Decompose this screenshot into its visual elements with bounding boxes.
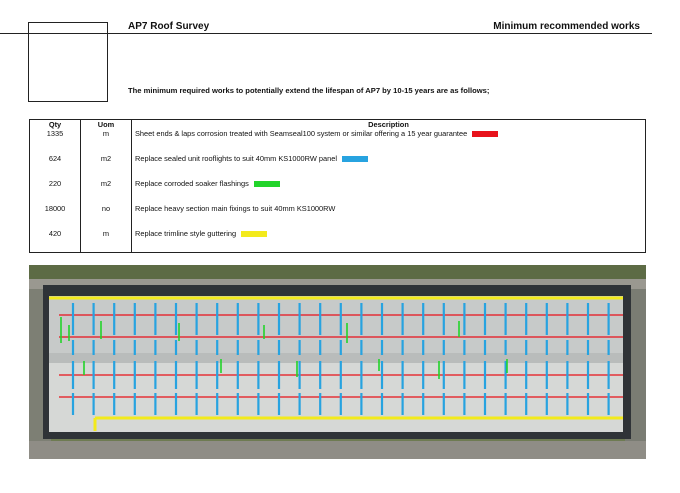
uom-cell: m: [81, 227, 132, 253]
description-text: Replace heavy section main fixings to suit 40mm KS1000RW: [135, 204, 336, 213]
qty-header: Qty: [30, 120, 81, 130]
description-header: Description: [132, 120, 646, 130]
uom-header: Uom: [81, 120, 132, 130]
page-title: AP7 Roof Survey: [128, 21, 210, 32]
uom-cell: m2: [81, 177, 132, 202]
description-cell: [132, 202, 646, 227]
table-row: [30, 202, 646, 227]
roof-plan-overlay: [29, 265, 646, 459]
uom-cell: m2: [81, 152, 132, 177]
section-title: Minimum recommended works: [493, 21, 640, 32]
qty-cell: 420: [30, 227, 81, 253]
works-table: [29, 119, 646, 253]
header-divider: [0, 33, 652, 34]
description-cell: [132, 177, 646, 202]
tree-line: [29, 265, 646, 279]
description-text: Replace trimline style guttering: [135, 229, 237, 238]
logo-placeholder: [28, 22, 108, 102]
description-text: Replace corroded soaker flashings: [135, 179, 249, 188]
description-cell: [132, 129, 646, 152]
table-row: [30, 177, 646, 202]
qty-cell: 18000: [30, 202, 81, 227]
intro-text: The minimum required works to potentially extend the lifespan of AP7 by 10-15 years are as follows;: [128, 86, 490, 95]
qty-cell: 1335: [30, 129, 81, 152]
table-header-row: [30, 120, 646, 130]
qty-cell: 220: [30, 177, 81, 202]
red-legend-swatch: [472, 131, 498, 137]
uom-cell: m: [81, 129, 132, 152]
yellow-legend-swatch: [241, 231, 267, 237]
south-yard: [29, 441, 646, 459]
table-row: [30, 129, 646, 152]
description-text: Replace sealed unit rooflights to suit 40mm KS1000RW panel: [135, 154, 337, 163]
description-cell: [132, 227, 646, 253]
aerial-roof-photo: [29, 265, 646, 459]
description-text: Sheet ends & laps corrosion treated with Seamseal100 system or similar offering a 15 year guarantee: [135, 129, 468, 138]
qty-cell: 624: [30, 152, 81, 177]
table-row: [30, 152, 646, 177]
green-legend-swatch: [254, 181, 280, 187]
table-row: [30, 227, 646, 253]
description-cell: [132, 152, 646, 177]
blue-legend-swatch: [342, 156, 368, 162]
uom-cell: no: [81, 202, 132, 227]
